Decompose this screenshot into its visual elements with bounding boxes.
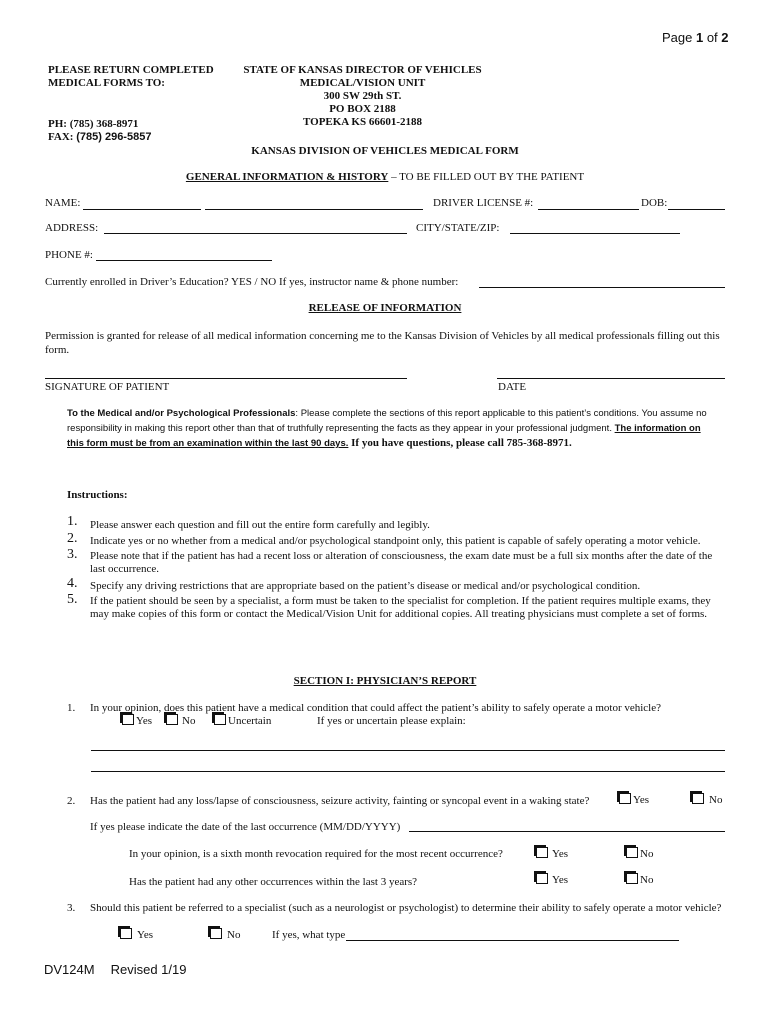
q1-yes-label: Yes xyxy=(136,715,153,727)
city-label: CITY/STATE/ZIP: xyxy=(416,222,500,234)
dob-label: DOB: xyxy=(641,197,668,209)
address-field[interactable] xyxy=(104,233,407,234)
city-field[interactable] xyxy=(510,233,680,234)
release-text: Permission is granted for release of all medical information concerning me to the Kansas Division of Vehicles by all medical professionals filling out this form. xyxy=(45,330,720,356)
q1-explain-line[interactable] xyxy=(91,771,725,772)
form-title: KANSAS DIVISION OF VEHICLES MEDICAL FORM xyxy=(251,145,519,157)
page-number xyxy=(662,30,729,45)
q1-number: 1. xyxy=(67,702,76,714)
instruction-item: Please note that if the patient has had a recent loss or alteration of consciousness, the exam date must be a full six months after the date of the last occurrence. xyxy=(90,550,713,575)
professionals-text: : Please complete the sections of this report applicable to this patient’s conditions. You assume no responsibility in making this report other than that of truthfully representing the facts as they appear in your professional judgment. xyxy=(67,408,707,434)
fax-label: FAX: xyxy=(48,131,77,143)
q1-yes-option[interactable] xyxy=(122,714,152,727)
q2-sub1-yes-option[interactable] xyxy=(536,847,568,860)
instructor-field[interactable] xyxy=(479,287,725,288)
q3-no-label: No xyxy=(227,929,241,941)
checkbox-icon[interactable] xyxy=(536,873,548,884)
q2-sub1-text: In your opinion, is a sixth month revocation required for the most recent occurrence? xyxy=(129,848,503,860)
q2-sub2-yes-option[interactable] xyxy=(536,873,568,886)
general-heading-suffix: – TO BE FILLED OUT BY THE PATIENT xyxy=(388,171,585,183)
page-label: Page xyxy=(662,30,696,45)
checkbox-icon[interactable] xyxy=(626,873,638,884)
q1-uncertain-label: Uncertain xyxy=(228,715,272,727)
section1-heading: SECTION I: PHYSICIAN’S REPORT xyxy=(293,675,477,687)
return-line-1: PLEASE RETURN COMPLETED xyxy=(48,64,214,76)
q2-date-field[interactable] xyxy=(409,831,725,832)
footer xyxy=(44,962,186,977)
q1-uncertain-option[interactable] xyxy=(214,714,271,727)
instruction-number: 2. xyxy=(67,531,78,546)
checkbox-icon[interactable] xyxy=(626,847,638,858)
phone-label: PHONE #: xyxy=(45,249,93,261)
checkbox-icon[interactable] xyxy=(122,714,134,725)
q2-no-option[interactable] xyxy=(692,793,722,806)
address-line: STATE OF KANSAS DIRECTOR OF VEHICLES xyxy=(243,64,482,76)
q1-no-option[interactable] xyxy=(166,714,195,727)
q2-number: 2. xyxy=(67,795,76,807)
q2-text: Has the patient had any loss/lapse of consciousness, seizure activity, fainting or syncopal event in a waking state? xyxy=(90,795,590,807)
release-heading: RELEASE OF INFORMATION xyxy=(308,302,462,314)
q2-no-label: No xyxy=(709,794,723,806)
q2-sub2-text: Has the patient had any other occurrences within the last 3 years? xyxy=(129,876,418,888)
q2-sub1-yes-label: Yes xyxy=(552,848,569,860)
instruction-number: 5. xyxy=(67,592,78,607)
q3-yes-option[interactable] xyxy=(120,928,153,941)
date-field[interactable] xyxy=(497,378,725,379)
q2-sub2-no-option[interactable] xyxy=(626,873,653,886)
q3-number: 3. xyxy=(67,902,76,914)
instruction-number: 4. xyxy=(67,576,78,591)
phone-number: PH: (785) 368-8971 xyxy=(48,118,139,130)
q3-what-type-label: If yes, what type xyxy=(272,929,346,941)
checkbox-icon[interactable] xyxy=(619,793,631,804)
drivers-ed-question: Currently enrolled in Driver’s Education? YES / NO If yes, instructor name & phone number: xyxy=(45,276,459,288)
professionals-underlined: The information on this form must be from an examination within the last 90 days. xyxy=(67,422,701,449)
address-line: MEDICAL/VISION UNIT xyxy=(299,77,426,89)
name-label: NAME: xyxy=(45,197,81,209)
name-first-field[interactable] xyxy=(83,209,201,210)
instruction-item: Indicate yes or no whether from a medical and/or psychological standpoint only, this patient is capable of safely operating a motor vehicle. xyxy=(90,535,701,547)
page-of: of xyxy=(703,30,722,45)
address-line: 300 SW 29th ST. xyxy=(323,90,402,102)
dob-field[interactable] xyxy=(668,209,725,210)
q1-no-label: No xyxy=(182,715,196,727)
revision-date: Revised 1/19 xyxy=(110,962,187,977)
q3-yes-label: Yes xyxy=(137,929,154,941)
q2-sub1-no-label: No xyxy=(640,848,654,860)
q3-what-type-field[interactable] xyxy=(346,940,679,941)
address-line: PO BOX 2188 xyxy=(329,103,396,115)
professionals-call: If you have questions, please call 785-368-8971. xyxy=(348,437,572,449)
name-last-field[interactable] xyxy=(205,209,423,210)
signature-label: SIGNATURE OF PATIENT xyxy=(45,381,170,393)
general-heading xyxy=(0,171,770,183)
license-label: DRIVER LICENSE #: xyxy=(433,197,534,209)
checkbox-icon[interactable] xyxy=(210,928,222,939)
page-current: 1 xyxy=(695,30,704,45)
general-heading-text: GENERAL INFORMATION & HISTORY xyxy=(185,171,389,183)
license-field[interactable] xyxy=(538,209,639,210)
instructions-heading: Instructions: xyxy=(67,489,128,501)
return-line-2: MEDICAL FORMS TO: xyxy=(48,77,165,89)
q2-yes-option[interactable] xyxy=(619,793,649,806)
address-line: TOPEKA KS 66601-2188 xyxy=(303,116,422,128)
phone-field[interactable] xyxy=(96,260,272,261)
instruction-number: 3. xyxy=(67,547,78,562)
fax-number: (785) 296-5857 xyxy=(76,131,152,143)
q1-text: In your opinion, does this patient have a medical condition that could affect the patient’s ability to safely operate a motor vehicle? xyxy=(90,702,662,714)
checkbox-icon[interactable] xyxy=(214,714,226,725)
form-id: DV124M xyxy=(44,962,95,977)
instruction-item: Specify any driving restrictions that are appropriate based on the patient’s disease or medical and/or psychological condition. xyxy=(90,580,641,592)
q2-sub2-no-label: No xyxy=(640,874,654,886)
q2-yes-label: Yes xyxy=(633,794,650,806)
return-address-block xyxy=(48,64,214,90)
instruction-number: 1. xyxy=(67,514,78,529)
q2-date-prompt: If yes please indicate the date of the last occurrence (MM/DD/YYYY) xyxy=(90,821,401,833)
signature-field[interactable] xyxy=(45,378,407,379)
contact-block xyxy=(48,118,151,144)
professionals-lead: To the Medical and/or Psychological Professionals xyxy=(67,408,296,419)
q3-text: Should this patient be referred to a specialist (such as a neurologist or psychologist) to determine their ability to safely operate a motor vehicle? xyxy=(90,902,722,914)
agency-address xyxy=(230,64,495,129)
q3-no-option[interactable] xyxy=(210,928,240,941)
checkbox-icon[interactable] xyxy=(120,928,132,939)
q2-sub2-yes-label: Yes xyxy=(552,874,569,886)
checkbox-icon[interactable] xyxy=(166,714,178,725)
page-total: 2 xyxy=(721,30,729,45)
checkbox-icon[interactable] xyxy=(536,847,548,858)
professionals-note xyxy=(67,407,717,452)
instruction-item: Please answer each question and fill out the entire form carefully and legibly. xyxy=(90,519,430,531)
q1-explain-label: If yes or uncertain please explain: xyxy=(317,715,466,727)
q2-sub1-no-option[interactable] xyxy=(626,847,653,860)
date-label: DATE xyxy=(498,381,527,393)
instruction-item: If the patient should be seen by a specialist, a form must be taken to the specialist for completion. If the patient requires multiple exams, they may make copies of this form or contact the Medical/Vision Unit for additional copies. All treating physicians must complete a set of forms. xyxy=(90,595,711,620)
q1-explain-line[interactable] xyxy=(91,750,725,751)
address-label: ADDRESS: xyxy=(45,222,99,234)
checkbox-icon[interactable] xyxy=(692,793,704,804)
